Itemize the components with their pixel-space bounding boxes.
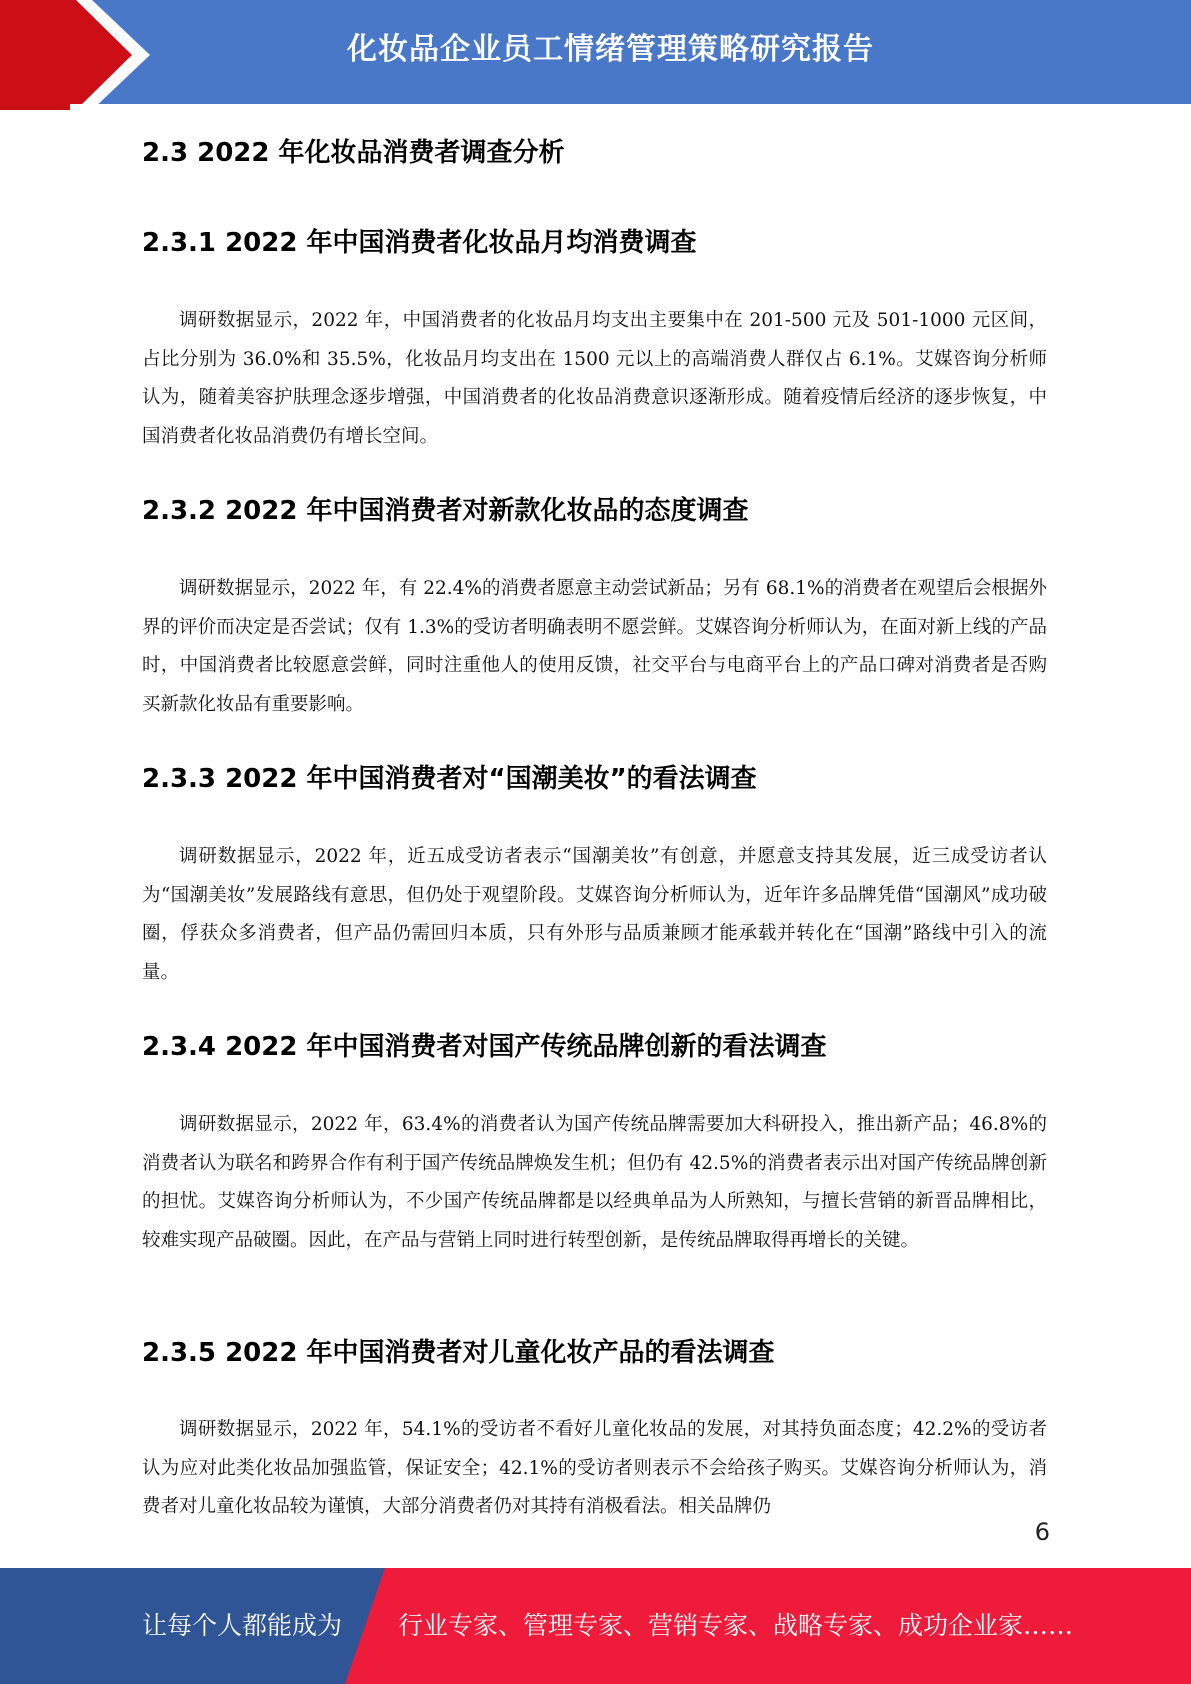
section-heading: 2.3 2022 年化妆品消费者调查分析 (142, 138, 565, 168)
footer-slogan-left: 让每个人都能成为 (142, 1611, 343, 1640)
page-footer (0, 1568, 1191, 1684)
page-number: 6 (1034, 1518, 1050, 1546)
footer-slogan-right: 行业专家、管理专家、营销专家、战略专家、成功企业家…… (398, 1611, 1074, 1640)
section-heading: 2.3.4 2022 年中国消费者对国产传统品牌创新的看法调查 (142, 1032, 827, 1062)
section-heading: 2.3.1 2022 年中国消费者化妆品月均消费调查 (142, 228, 697, 258)
page-header (0, 0, 1191, 110)
section-paragraph: 调研数据显示，2022 年，63.4%的消费者认为国产传统品牌需要加大科研投入，推出新产品；46.8%的消费者认为联名和跨界合作有利于国产传统品牌焕发生机；但仍有 42.5%的消费者表示出对国产传统品牌创新的担忧。艾媒咨询分析师认为，不少国产传统品牌都是以经典单品为人所熟知，与擅长营销的新晋品牌相比，较难实现产品破圈。因此，在产品与营销上同时进行转型创新，是传统品牌取得再增长的关键。 (142, 1114, 1047, 1251)
report-title: 化妆品企业员工情绪管理策略研究报告 (347, 32, 874, 67)
section-heading: 2.3.3 2022 年中国消费者对“国潮美妆”的看法调查 (142, 764, 757, 794)
section-heading: 2.3.5 2022 年中国消费者对儿童化妆产品的看法调查 (142, 1338, 775, 1368)
section-paragraph: 调研数据显示，2022 年，中国消费者的化妆品月均支出主要集中在 201-500 元及 501-1000 元区间，占比分别为 36.0%和 35.5%，化妆品月均支出在 1500 元以上的高端消费人群仅占 6.1%。艾媒咨询分析师认为，随着美容护肤理念逐步增强，中国消费者的化妆品消费意识逐渐形成。随着疫情后经济的逐步恢复，中国消费者化妆品消费仍有增长空间。 (142, 310, 1047, 447)
section-paragraph: 调研数据显示，2022 年，54.1%的受访者不看好儿童化妆品的发展，对其持负面态度；42.2%的受访者认为应对此类化妆品加强监管，保证安全；42.1%的受访者则表示不会给孩子购买。艾媒咨询分析师认为，消费者对儿童化妆品较为谨慎，大部分消费者仍对其持有消极看法。相关品牌仍 (142, 1419, 1047, 1517)
section-paragraph: 调研数据显示，2022 年，有 22.4%的消费者愿意主动尝试新品；另有 68.1%的消费者在观望后会根据外界的评价而决定是否尝试；仅有 1.3%的受访者明确表明不愿尝鲜。艾媒咨询分析师认为，在面对新上线的产品时，中国消费者比较愿意尝鲜，同时注重他人的使用反馈，社交平台与电商平台上的产品口碑对消费者是否购买新款化妆品有重要影响。 (142, 578, 1047, 715)
section-paragraph: 调研数据显示，2022 年，近五成受访者表示“国潮美妆”有创意，并愿意支持其发展，近三成受访者认为“国潮美妆”发展路线有意思，但仍处于观望阶段。艾媒咨询分析师认为，近年许多品牌凭借“国潮风”成功破圈，俘获众多消费者，但产品仍需回归本质，只有外形与品质兼顾才能承载并转化在“国潮”路线中引入的流量。 (142, 846, 1047, 983)
section-heading: 2.3.2 2022 年中国消费者对新款化妆品的态度调查 (142, 496, 749, 526)
